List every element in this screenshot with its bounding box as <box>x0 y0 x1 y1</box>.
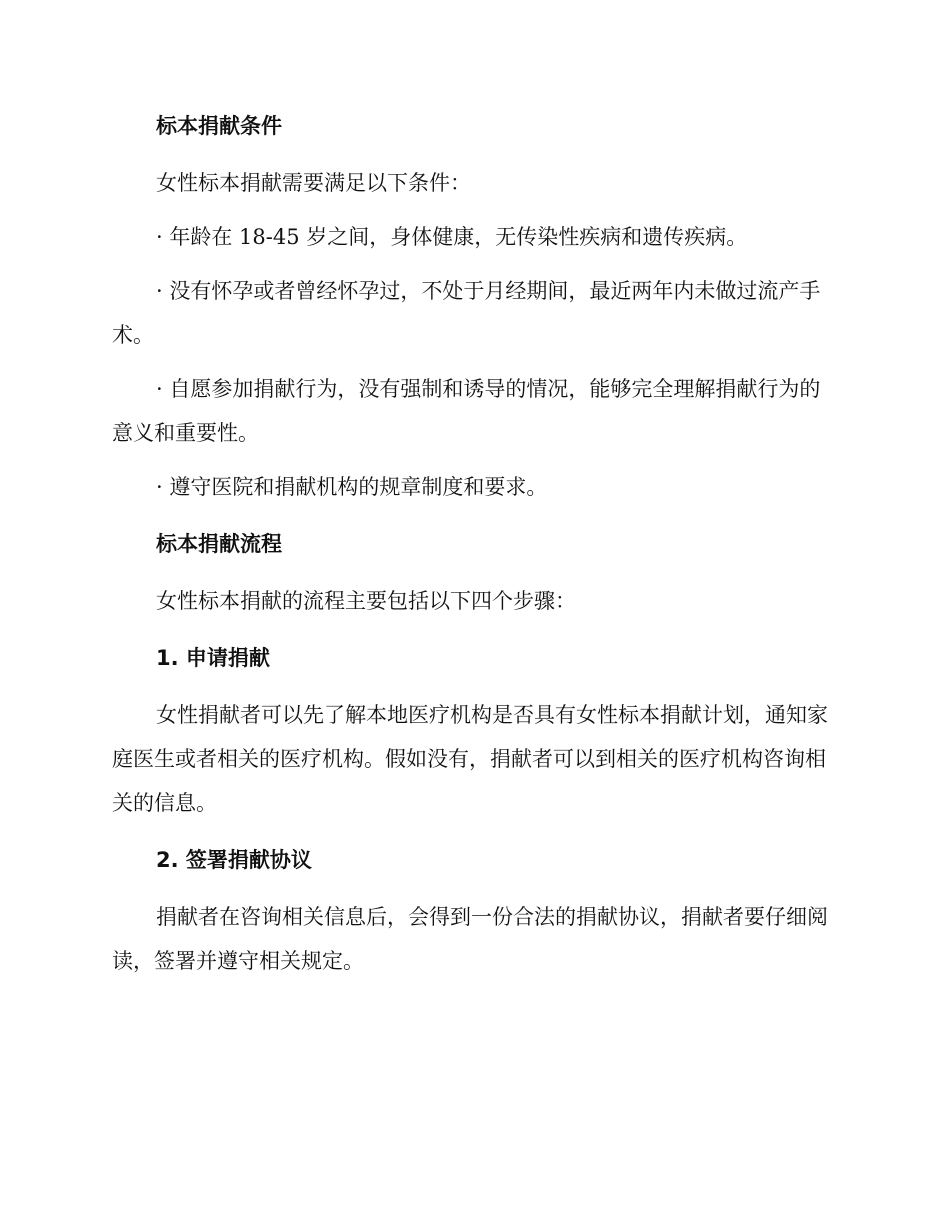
paragraph-apply-details: 女性捐献者可以先了解本地医疗机构是否具有女性标本捐献计划，通知家庭医生或者相关的医疗机构。假如没有，捐献者可以到相关的医疗机构咨询相关的信息。 <box>112 703 828 815</box>
paragraph-sign-details: 捐献者在咨询相关信息后，会得到一份合法的捐献协议，捐献者要仔细阅读，签署并遵守相关规定。 <box>112 905 828 973</box>
paragraph-conditions-intro: 女性标本捐献需要满足以下条件： <box>156 171 471 195</box>
paragraph-process-intro: 女性标本捐献的流程主要包括以下四个步骤： <box>156 589 576 613</box>
condition-item-age: · 年龄在 18-45 岁之间，身体健康，无传染性疾病和遗传疾病。 <box>156 225 748 249</box>
section-heading-donation-process: 标本捐献流程 <box>156 532 282 556</box>
section-heading-donation-conditions: 标本捐献条件 <box>156 114 282 138</box>
condition-item-rules: · 遵守医院和捐献机构的规章制度和要求。 <box>156 475 548 499</box>
document-body <box>112 108 832 983</box>
step-heading-sign-agreement: 2. 签署捐献协议 <box>156 848 312 872</box>
condition-item-voluntary: · 自愿参加捐献行为，没有强制和诱导的情况，能够完全理解捐献行为的意义和重要性。 <box>112 377 821 445</box>
condition-item-pregnancy: · 没有怀孕或者曾经怀孕过，不处于月经期间，最近两年内未做过流产手术。 <box>112 279 821 347</box>
step-heading-apply: 1. 申请捐献 <box>156 646 270 670</box>
